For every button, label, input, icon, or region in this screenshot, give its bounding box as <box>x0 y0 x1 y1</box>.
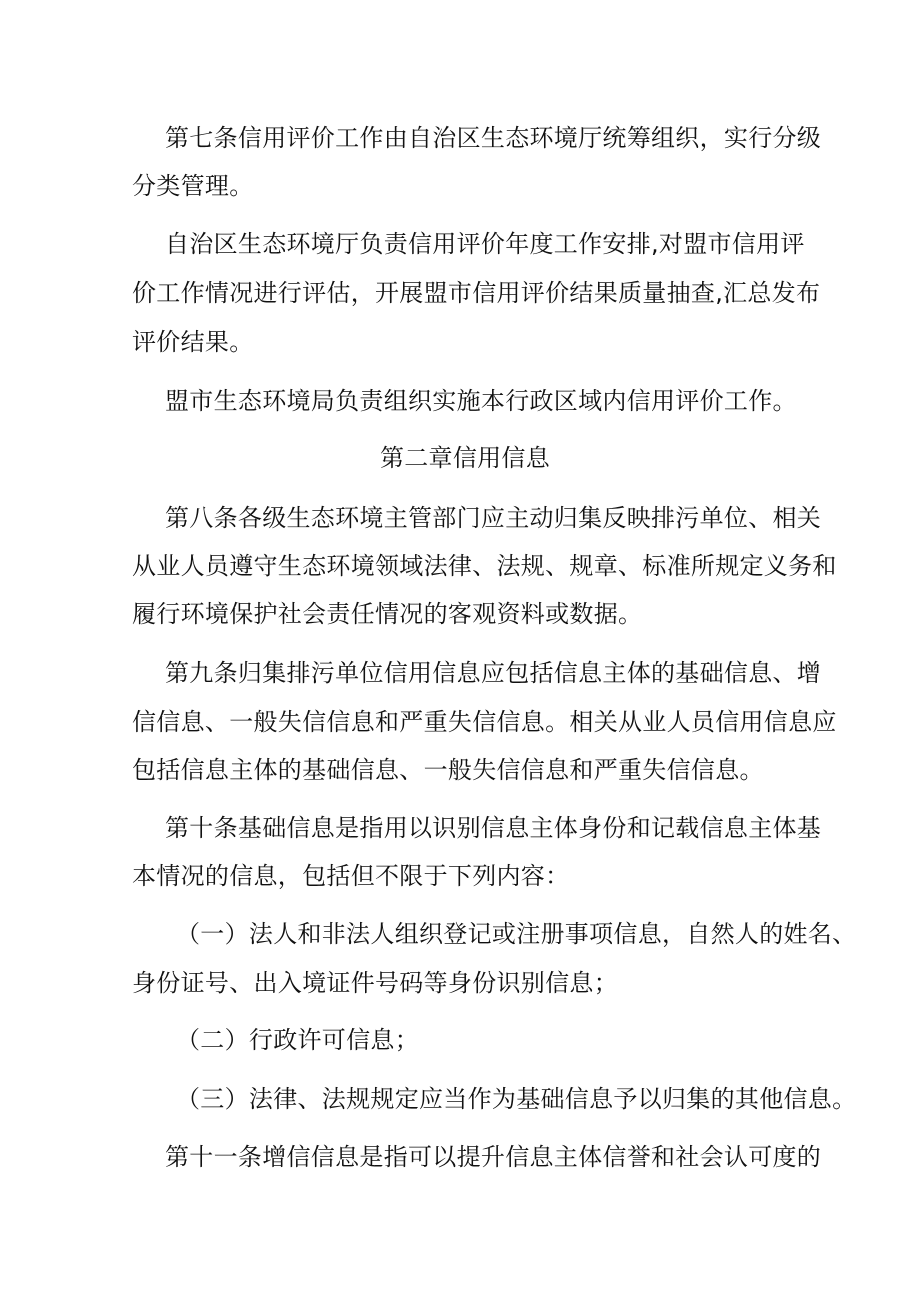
article-8-line-3: 履行环境保护社会责任情况的客观资料或数据。 <box>132 600 643 628</box>
article-9-line-2: 信信息、一般失信信息和严重失信信息。相关从业人员信用信息应 <box>132 708 837 736</box>
paragraph-region-line-2: 价工作情况进行评估，开展盟市信用评价结果质量抽查,汇总发布 <box>132 279 821 307</box>
paragraph-league-line-1: 盟市生态环境局负责组织实施本行政区域内信用评价工作。 <box>165 387 797 415</box>
paragraph-region-line-1: 自治区生态环境厅负责信用评价年度工作安排,对盟市信用评 <box>165 230 805 258</box>
article-7-line-1: 第七条信用评价工作由自治区生态环境厅统筹组织，实行分级 <box>165 124 822 152</box>
article-8-line-2: 从业人员遵守生态环境领域法律、法规、规章、标准所规定义务和 <box>132 552 837 580</box>
list-item-1-line-1: （一）法人和非法人组织登记或注册事项信息，自然人的姓名、 <box>176 920 857 948</box>
article-9-line-3: 包括信息主体的基础信息、一般失信信息和严重失信信息。 <box>132 756 764 784</box>
chapter-2-heading: 第二章信用信息 <box>379 444 551 472</box>
article-7-line-2: 分类管理。 <box>132 172 254 200</box>
article-8-line-1: 第八条各级生态环境主管部门应主动归集反映排污单位、相关 <box>165 504 822 532</box>
list-item-3: （三）法律、法规规定应当作为基础信息予以归集的其他信息。 <box>176 1085 857 1113</box>
paragraph-region-line-3: 评价结果。 <box>132 328 254 356</box>
list-item-1-line-2: 身份证号、出入境证件号码等身份识别信息； <box>132 969 618 997</box>
article-10-line-1: 第十条基础信息是指用以识别信息主体身份和记载信息主体基 <box>165 814 822 842</box>
list-item-2: （二）行政许可信息； <box>176 1026 419 1054</box>
article-11-line-1: 第十一条增信信息是指可以提升信息主体信誉和社会认可度的 <box>165 1143 822 1171</box>
article-9-line-1: 第九条归集排污单位信用信息应包括信息主体的基础信息、增 <box>165 659 822 687</box>
article-10-line-2: 本情况的信息，包括但不限于下列内容： <box>132 862 570 890</box>
